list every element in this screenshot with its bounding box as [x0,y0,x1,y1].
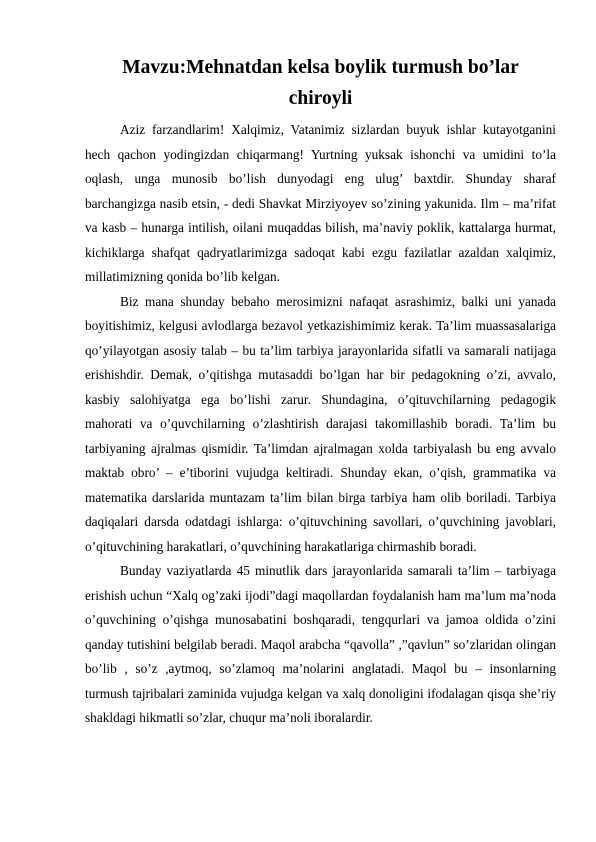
title-line-1: Mavzu:Mehnatdan kelsa boylik turmush bo’lar [122,57,519,78]
paragraph-3: Bunday vaziyatlarda 45 minutlik dars jarayonlarida samarali ta’lim – tarbiyaga erishish uchun “Xalq og’zaki ijodi”dagi maqollardan foydalanish ham ma’lum ma’noda o’quvchining o’qishga munosabatini boshqaradi, tengqurlari va jamoa oldida o’zini qanday tutishini belgilab beradi. Maqol arabcha “qavolla” ,”qavlun” so’zlaridan olingan bo’lib , so’z ,aytmoq, so’zlamoq ma’nolarini anglatadi. Maqol bu – insonlarning turmush tajribalari zaminida vujudga kelgan va xalq donoligini ifodalagan qisqa she’riy shakldagi hikmatli so’zlar, chuqur ma’noli iboralardir. [85,563,556,725]
document-title [85,52,556,114]
document-page [85,52,556,731]
paragraph-2: Biz mana shunday bebaho merosimizni nafaqat asrashimiz, balki uni yanada boyitishimiz, kelgusi avlodlarga bezavol yetkazishimimiz kerak. Ta’lim muassasalariga qo’yilayotgan asosiy talab – bu ta’lim tarbiya jarayonlarida sifatli va samarali natijaga erishishdir. Demak, o’qitishga mutasaddi bo’lgan har bir pedagokning o’zi, avvalo, kasbiy salohiyatga ega bo’lishi zarur. Shundagina, o’qituvchilarning pedagogik mahorati va o’quvchilarning o’zlashtirish darajasi takomillashib boradi. Ta’lim bu tarbiyaning ajralmas qismidir. Ta’limdan ajralmagan xolda tarbiyalash bu eng avvalo maktab obro’ – e’tiborini vujudga keltiradi. Shunday ekan, o’qish, grammatika va matematika darslarida muntazam ta’lim bilan birga tarbiya ham olib boriladi. Tarbiya daqiqalari darsda odatdagi ishlarga: o’qituvchining savollari, o’quvchining javoblari, o’qituvchining harakatlari, o’quvchining harakatlariga chirmashib boradi. [85,293,556,554]
paragraph-1: Aziz farzandlarim! Xalqimiz, Vatanimiz sizlardan buyuk ishlar kutayotganini hech qachon yodingizdan chiqarmang! Yurtning yuksak ishonchi va umidini to’la oqlash, unga munosib bo’lish dunyodagi eng ulug’ baxtdir. Shunday sharaf barchangizga nasib etsin, - dedi Shavkat Mirziyoyev so’zining yakunida. Ilm – ma’rifat va kasb – hunarga intilish, oilani muqaddas bilish, ma’naviy poklik, kattalarga hurmat, kichiklarga shafqat qadryatlarimizga sadoqat kabi ezgu fazilatlar azaldan xalqimiz, millatimizning qonida bo’lib kelgan. [85,122,556,284]
title-line-2: chiroyli [288,88,353,109]
